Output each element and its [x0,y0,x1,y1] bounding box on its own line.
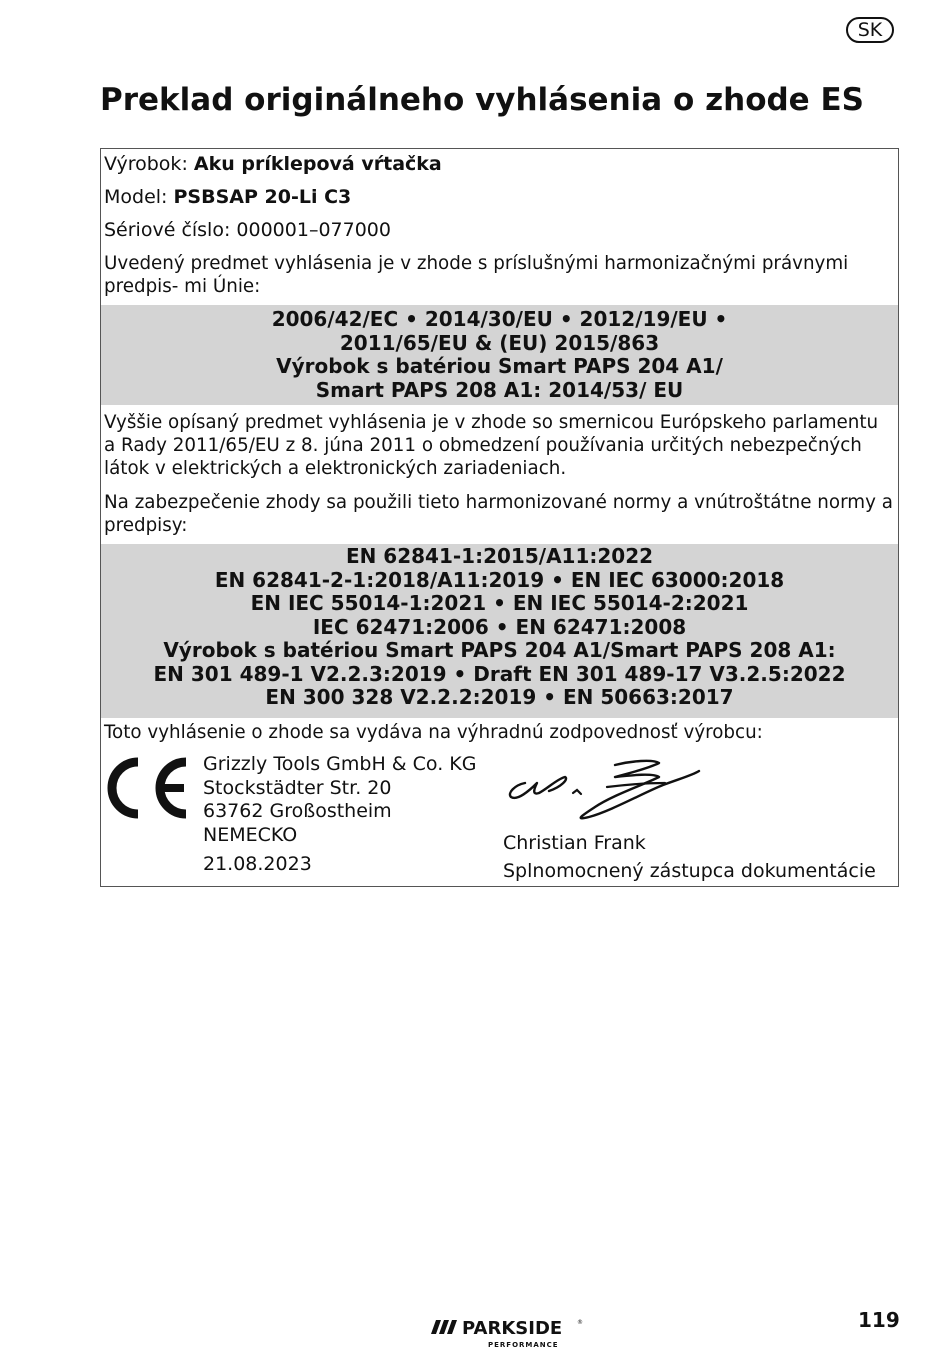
standard-line: Výrobok s batériou Smart PAPS 204 A1/Smart PAPS 208 A1: [163,638,836,662]
product-label: Výrobok: [104,153,188,175]
standard-line: EN 62841-2-1:2018/A11:2019 • EN IEC 63000:2018 [214,567,785,592]
standard-line: EN IEC 55014-1:2021 • EN IEC 55014-2:2021 [250,591,749,615]
signer-role: Splnomocnený zástupca dokumentácie [503,860,876,882]
serial-label: Sériové číslo: [104,219,231,241]
standards-band [101,544,898,718]
registered-mark: ® [577,1319,583,1326]
model-value: PSBSAP 20-Li C3 [173,186,352,208]
model-row [101,186,898,209]
rohs-statement: Vyššie opísaný predmet vyhlásenia je v zhode so smernicou Európskeho parlamentu a Rady 2011/65/EU z 8. júna 2011 o obmedzení používania určitých nebezpečných látok v elektrických a elektronických zariadeniach. [104,412,879,479]
issue-date: 21.08.2023 [203,853,312,875]
directives-band [101,305,898,405]
standard-line: IEC 62471:2006 • EN 62471:2008 [312,614,687,639]
signer-name: Christian Frank [503,832,646,854]
model-label: Model: [104,186,168,208]
signer-block [503,829,876,885]
manufacturer-address [203,753,476,877]
brand-name: PARKSIDE [462,1318,563,1339]
serial-row [101,219,898,242]
directive-line: Smart PAPS 208 A1: 2014/53/ EU [315,377,684,402]
standard-line: EN 300 328 V2.2.2:2019 • EN 50663:2017 [265,685,734,709]
brand-subline: PERFORMANCE [488,1341,559,1349]
declaration-box [100,148,899,887]
page-title: Preklad originálneho vyhlásenia o zhode ES [100,82,864,118]
product-row [101,153,898,176]
standard-line: EN 62841-1:2015/A11:2022 [345,544,654,568]
serial-value: 000001–077000 [236,219,391,241]
product-value: Aku príklepová vŕtačka [193,153,442,175]
street: Stockstädter Str. 20 [203,776,392,799]
company-name: Grizzly Tools GmbH & Co. KG [203,753,477,775]
signature-image [503,757,703,827]
language-badge: SK [846,17,894,43]
directive-line: 2006/42/EC • 2014/30/EU • 2012/19/EU • [271,307,728,331]
standard-line: EN 301 489-1 V2.2.3:2019 • Draft EN 301 489-17 V3.2.5:2022 [153,661,846,686]
directive-line: Výrobok s batériou Smart PAPS 204 A1/ [276,354,723,378]
ce-mark-icon [102,757,192,819]
country: NEMECKO [203,823,298,846]
directive-line: 2011/65/EU & (EU) 2015/863 [339,330,660,355]
parkside-logo [430,1316,590,1350]
city: 63762 Großostheim [203,800,392,822]
page-number: 119 [858,1308,900,1332]
conformity-statement: Uvedený predmet vyhlásenia je v zhode s príslušnými harmonizačnými právnymi predpis- mi Únie: [104,253,849,297]
norms-intro: Na zabezpečenie zhody sa použili tieto harmonizované normy a vnútroštátne normy a predpisy: [104,492,893,536]
responsibility-statement: Toto vyhlásenie o zhode sa vydáva na výhradnú zodpovednosť výrobcu: [104,722,763,743]
